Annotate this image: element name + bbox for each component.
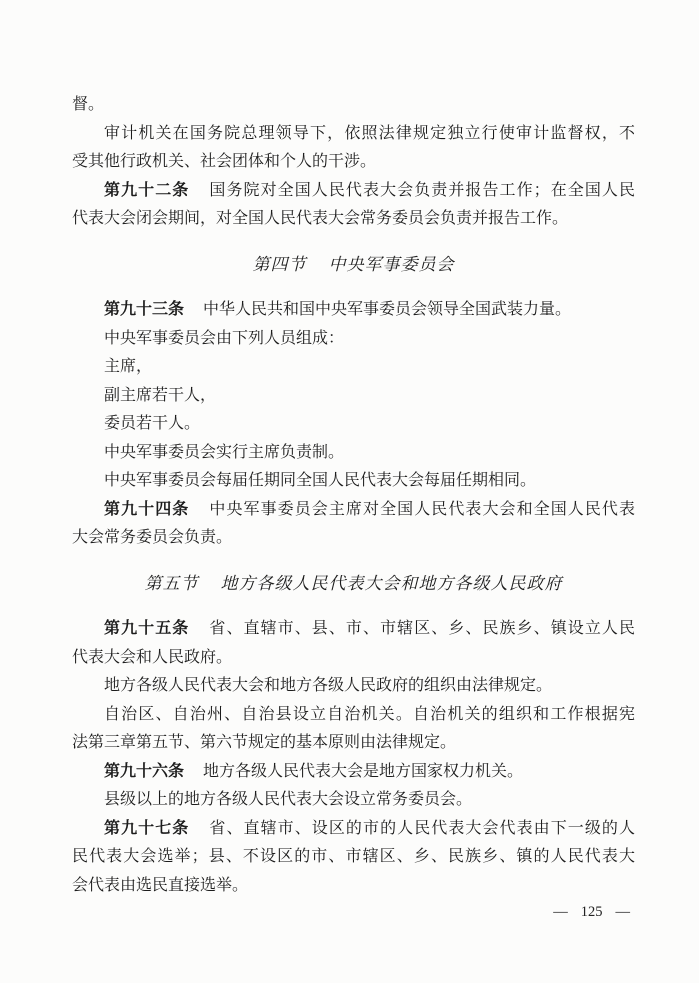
article-number: 第九十四条: [104, 500, 190, 518]
section-title: 中央军事委员会: [328, 254, 455, 274]
text-line: [72, 615, 635, 644]
text-line: 委员若干人。: [104, 415, 201, 432]
text-line: [72, 496, 635, 525]
line-text: 中央军事委员会主席对全国人民代表大会和全国人民代表: [208, 500, 635, 518]
page-number: 125: [580, 904, 603, 920]
section-title: 地方各级人民代表大会和地方各级人民政府: [220, 573, 563, 593]
line-text: 国务院对全国人民代表大会负责并报告工作；在全国人民: [208, 181, 635, 199]
page-body: [72, 91, 635, 900]
text-line: [72, 758, 635, 787]
section-heading: [72, 251, 635, 280]
article-number: 第九十三条: [104, 301, 185, 318]
text-line: 法第三章第五节、第六节规定的基本原则由法律规定。: [72, 734, 457, 751]
text-line: [72, 296, 635, 325]
footer-dash-right: —: [615, 904, 630, 920]
text-line: 自治区、自治州、自治县设立自治机关。自治机关的组织和工作根据宪: [104, 705, 635, 723]
text-line: 大会常务委员会负责。: [72, 529, 233, 546]
text-line: 主席，: [104, 358, 153, 375]
text-line: 中央军事委员会实行主席负责制。: [104, 443, 345, 461]
line-text: 省、直辖市、县、市、市辖区、乡、民族乡、镇设立人民: [208, 620, 635, 637]
text-line: 代表大会和人民政府。: [72, 648, 233, 666]
article-number: 第九十七条: [104, 819, 190, 837]
text-line: 民代表大会选举；县、不设区的市、市辖区、乡、民族乡、镇的人民代表大: [72, 848, 635, 865]
section-number: 第四节: [252, 254, 307, 274]
text-line: 代表大会闭会期间，对全国人民代表大会常务委员会负责并报告工作。: [72, 210, 569, 227]
text-line: 中央军事委员会每届任期同全国人民代表大会每届任期相同。: [104, 472, 537, 489]
text-line: [72, 177, 635, 206]
line-text: 省、直辖市、设区的市的人民代表大会代表由下一级的人: [208, 819, 635, 837]
text-line: 督。: [72, 96, 105, 113]
section-number: 第五节: [144, 573, 199, 593]
text-line: 副主席若干人，: [104, 386, 217, 404]
article-number: 第九十六条: [104, 762, 185, 780]
page-footer: [553, 902, 630, 922]
text-line: 县级以上的地方各级人民代表大会设立常务委员会。: [104, 791, 473, 808]
article-number: 第九十二条: [104, 181, 190, 199]
text-line: [72, 815, 635, 844]
line-text: 地方各级人民代表大会是地方国家权力机关。: [203, 762, 524, 780]
text-line: 中央军事委员会由下列人员组成：: [104, 329, 345, 347]
section-heading: [72, 570, 635, 599]
text-line: 会代表由选民直接选举。: [72, 876, 249, 894]
text-line: 受其他行政机关、社会团体和个人的干涉。: [72, 153, 377, 170]
footer-dash-left: —: [553, 904, 568, 920]
article-number: 第九十五条: [104, 620, 190, 637]
line-text: 中华人民共和国中央军事委员会领导全国武装力量。: [203, 301, 572, 318]
text-line: 审计机关在国务院总理领导下，依照法律规定独立行使审计监督权，不: [104, 124, 635, 142]
text-line: 地方各级人民代表大会和地方各级人民政府的组织由法律规定。: [104, 677, 553, 694]
